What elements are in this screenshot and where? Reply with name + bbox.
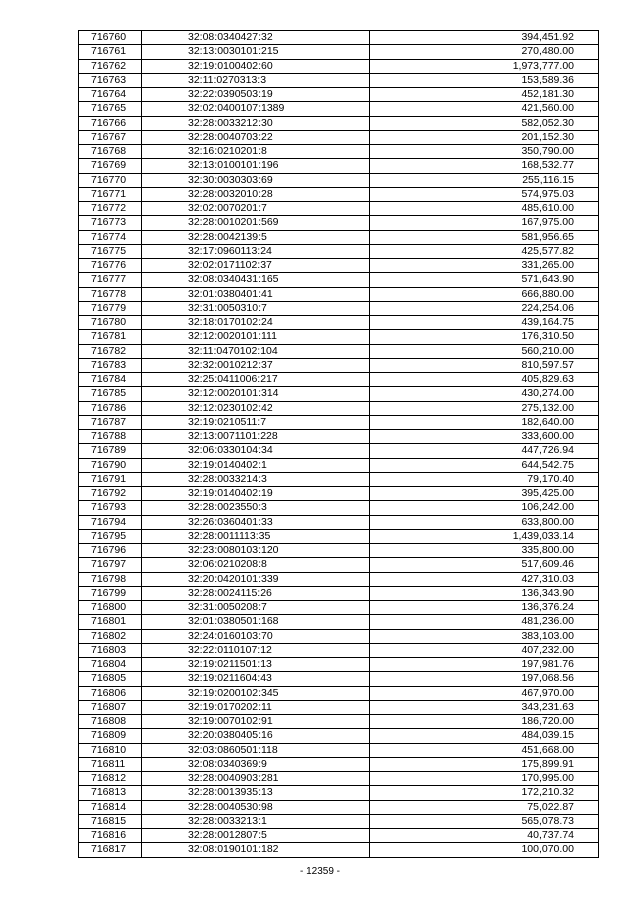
- amount-value: 427,310.03: [370, 572, 599, 586]
- table-row: [79, 700, 599, 714]
- amount-value: 176,310.50: [370, 330, 599, 344]
- cadastral-number: 32:12:0020101:314: [142, 387, 370, 401]
- table-row: [79, 202, 599, 216]
- amount-value: 79,170.40: [370, 472, 599, 486]
- amount-value: 186,720.00: [370, 715, 599, 729]
- cadastral-number: 32:28:0011113:35: [142, 529, 370, 543]
- table-row: [79, 515, 599, 529]
- row-id: 716802: [79, 629, 142, 643]
- table-row: [79, 45, 599, 59]
- amount-value: 481,236.00: [370, 615, 599, 629]
- cadastral-number: 32:28:0024115:26: [142, 586, 370, 600]
- amount-value: 168,532.77: [370, 159, 599, 173]
- cadastral-number: 32:19:0211501:13: [142, 658, 370, 672]
- cadastral-number: 32:22:0390503:19: [142, 88, 370, 102]
- table-row: [79, 273, 599, 287]
- row-id: 716800: [79, 601, 142, 615]
- cadastral-number: 32:19:0210511:7: [142, 415, 370, 429]
- table-row: [79, 458, 599, 472]
- cadastral-number: 32:28:0033212:30: [142, 116, 370, 130]
- amount-value: 343,231.63: [370, 700, 599, 714]
- amount-value: 484,039.15: [370, 729, 599, 743]
- amount-value: 407,232.00: [370, 643, 599, 657]
- cadastral-number: 32:01:0380401:41: [142, 287, 370, 301]
- row-id: 716815: [79, 814, 142, 828]
- cadastral-number: 32:28:0033214:3: [142, 472, 370, 486]
- row-id: 716767: [79, 130, 142, 144]
- amount-value: 201,152.30: [370, 130, 599, 144]
- table-row: [79, 230, 599, 244]
- row-id: 716766: [79, 116, 142, 130]
- amount-value: 167,975.00: [370, 216, 599, 230]
- cadastral-number: 32:08:0340431:165: [142, 273, 370, 287]
- amount-value: 350,790.00: [370, 145, 599, 159]
- row-id: 716769: [79, 159, 142, 173]
- table-row: [79, 287, 599, 301]
- table-row: [79, 629, 599, 643]
- table-row: [79, 444, 599, 458]
- table-row: [79, 715, 599, 729]
- cadastral-number: 32:13:0100101:196: [142, 159, 370, 173]
- table-row: [79, 130, 599, 144]
- amount-value: 1,973,777.00: [370, 59, 599, 73]
- cadastral-number: 32:13:0030101:215: [142, 45, 370, 59]
- table-row: [79, 558, 599, 572]
- amount-value: 810,597.57: [370, 358, 599, 372]
- row-id: 716793: [79, 501, 142, 515]
- table-row: [79, 572, 599, 586]
- amount-value: 565,078.73: [370, 814, 599, 828]
- row-id: 716782: [79, 344, 142, 358]
- cadastral-number: 32:02:0171102:37: [142, 259, 370, 273]
- data-table-container: [78, 30, 598, 858]
- amount-value: 333,600.00: [370, 430, 599, 444]
- cadastral-number: 32:11:0470102:104: [142, 344, 370, 358]
- amount-value: 571,643.90: [370, 273, 599, 287]
- table-row: [79, 187, 599, 201]
- table-row: [79, 772, 599, 786]
- row-id: 716814: [79, 800, 142, 814]
- row-id: 716799: [79, 586, 142, 600]
- table-row: [79, 529, 599, 543]
- row-id: 716781: [79, 330, 142, 344]
- row-id: 716807: [79, 700, 142, 714]
- amount-value: 582,052.30: [370, 116, 599, 130]
- table-row: [79, 829, 599, 843]
- cadastral-number: 32:28:0023550:3: [142, 501, 370, 515]
- amount-value: 224,254.06: [370, 301, 599, 315]
- row-id: 716768: [79, 145, 142, 159]
- cadastral-number: 32:19:0140402:19: [142, 487, 370, 501]
- cadastral-number: 32:01:0380501:168: [142, 615, 370, 629]
- table-row: [79, 259, 599, 273]
- table-row: [79, 244, 599, 258]
- row-id: 716816: [79, 829, 142, 843]
- page-number: - 12359 -: [299, 866, 341, 877]
- row-id: 716813: [79, 786, 142, 800]
- row-id: 716770: [79, 173, 142, 187]
- cadastral-number: 32:13:0071101:228: [142, 430, 370, 444]
- table-row: [79, 31, 599, 45]
- amount-value: 197,981.76: [370, 658, 599, 672]
- cadastral-number: 32:23:0080103:120: [142, 544, 370, 558]
- cadastral-number: 32:28:0042139:5: [142, 230, 370, 244]
- cadastral-number: 32:06:0330104:34: [142, 444, 370, 458]
- cadastral-number: 32:16:0210201:8: [142, 145, 370, 159]
- amount-value: 447,726.94: [370, 444, 599, 458]
- row-id: 716764: [79, 88, 142, 102]
- amount-value: 574,975.03: [370, 187, 599, 201]
- table-row: [79, 814, 599, 828]
- table-row: [79, 743, 599, 757]
- cadastral-number: 32:32:0010212:37: [142, 358, 370, 372]
- table-row: [79, 643, 599, 657]
- amount-value: 633,800.00: [370, 515, 599, 529]
- cadastral-number: 32:25:0411006:217: [142, 373, 370, 387]
- cadastral-number: 32:19:0170202:11: [142, 700, 370, 714]
- cadastral-number: 32:19:0200102:345: [142, 686, 370, 700]
- row-id: 716760: [79, 31, 142, 45]
- table-row: [79, 159, 599, 173]
- row-id: 716794: [79, 515, 142, 529]
- cadastral-number: 32:19:0070102:91: [142, 715, 370, 729]
- amount-value: 331,265.00: [370, 259, 599, 273]
- table-row: [79, 472, 599, 486]
- amount-value: 439,164.75: [370, 316, 599, 330]
- amount-value: 255,116.15: [370, 173, 599, 187]
- amount-value: 581,956.65: [370, 230, 599, 244]
- cadastral-number: 32:08:0190101:182: [142, 843, 370, 857]
- row-id: 716777: [79, 273, 142, 287]
- cadastral-number: 32:28:0010201:569: [142, 216, 370, 230]
- row-id: 716808: [79, 715, 142, 729]
- amount-value: 421,560.00: [370, 102, 599, 116]
- row-id: 716806: [79, 686, 142, 700]
- cadastral-number: 32:11:0270313:3: [142, 73, 370, 87]
- row-id: 716805: [79, 672, 142, 686]
- row-id: 716762: [79, 59, 142, 73]
- amount-value: 75,022.87: [370, 800, 599, 814]
- cadastral-number: 32:31:0050208:7: [142, 601, 370, 615]
- row-id: 716772: [79, 202, 142, 216]
- amount-value: 106,242.00: [370, 501, 599, 515]
- table-row: [79, 501, 599, 515]
- cadastral-number: 32:19:0100402:60: [142, 59, 370, 73]
- table-row: [79, 358, 599, 372]
- table-row: [79, 686, 599, 700]
- cadastral-number: 32:31:0050310:7: [142, 301, 370, 315]
- cadastral-number: 32:24:0160103:70: [142, 629, 370, 643]
- amount-value: 335,800.00: [370, 544, 599, 558]
- amount-value: 100,070.00: [370, 843, 599, 857]
- table-row: [79, 430, 599, 444]
- table-row: [79, 59, 599, 73]
- amount-value: 170,995.00: [370, 772, 599, 786]
- row-id: 716761: [79, 45, 142, 59]
- table-row: [79, 373, 599, 387]
- table-row: [79, 316, 599, 330]
- amount-value: 136,376.24: [370, 601, 599, 615]
- table-row: [79, 216, 599, 230]
- row-id: 716790: [79, 458, 142, 472]
- amount-value: 383,103.00: [370, 629, 599, 643]
- table-row: [79, 387, 599, 401]
- cadastral-number: 32:28:0040703:22: [142, 130, 370, 144]
- amount-value: 666,880.00: [370, 287, 599, 301]
- table-row: [79, 401, 599, 415]
- table-row: [79, 116, 599, 130]
- cadastral-number: 32:12:0020101:111: [142, 330, 370, 344]
- cadastral-number: 32:28:0012807:5: [142, 829, 370, 843]
- row-id: 716811: [79, 757, 142, 771]
- row-id: 716780: [79, 316, 142, 330]
- table-row: [79, 658, 599, 672]
- table-row: [79, 415, 599, 429]
- amount-value: 172,210.32: [370, 786, 599, 800]
- row-id: 716784: [79, 373, 142, 387]
- amount-value: 1,439,033.14: [370, 529, 599, 543]
- row-id: 716803: [79, 643, 142, 657]
- data-table: [78, 30, 599, 858]
- cadastral-number: 32:26:0360401:33: [142, 515, 370, 529]
- row-id: 716788: [79, 430, 142, 444]
- table-row: [79, 544, 599, 558]
- cadastral-number: 32:30:0030303:69: [142, 173, 370, 187]
- amount-value: 40,737.74: [370, 829, 599, 843]
- cadastral-number: 32:28:0040530:98: [142, 800, 370, 814]
- table-body: [79, 31, 599, 858]
- cadastral-number: 32:19:0211604:43: [142, 672, 370, 686]
- table-row: [79, 88, 599, 102]
- table-row: [79, 330, 599, 344]
- row-id: 716789: [79, 444, 142, 458]
- row-id: 716817: [79, 843, 142, 857]
- row-id: 716804: [79, 658, 142, 672]
- amount-value: 425,577.82: [370, 244, 599, 258]
- amount-value: 197,068.56: [370, 672, 599, 686]
- row-id: 716765: [79, 102, 142, 116]
- row-id: 716791: [79, 472, 142, 486]
- amount-value: 275,132.00: [370, 401, 599, 415]
- row-id: 716798: [79, 572, 142, 586]
- row-id: 716779: [79, 301, 142, 315]
- amount-value: 451,668.00: [370, 743, 599, 757]
- table-row: [79, 786, 599, 800]
- cadastral-number: 32:28:0040903:281: [142, 772, 370, 786]
- row-id: 716795: [79, 529, 142, 543]
- cadastral-number: 32:28:0013935:13: [142, 786, 370, 800]
- amount-value: 182,640.00: [370, 415, 599, 429]
- cadastral-number: 32:03:0860501:118: [142, 743, 370, 757]
- table-row: [79, 102, 599, 116]
- table-row: [79, 73, 599, 87]
- amount-value: 560,210.00: [370, 344, 599, 358]
- cadastral-number: 32:19:0140402:1: [142, 458, 370, 472]
- row-id: 716778: [79, 287, 142, 301]
- cadastral-number: 32:28:0033213:1: [142, 814, 370, 828]
- row-id: 716771: [79, 187, 142, 201]
- cadastral-number: 32:06:0210208:8: [142, 558, 370, 572]
- table-row: [79, 800, 599, 814]
- cadastral-number: 32:02:0070201:7: [142, 202, 370, 216]
- amount-value: 644,542.75: [370, 458, 599, 472]
- amount-value: 405,829.63: [370, 373, 599, 387]
- table-row: [79, 729, 599, 743]
- amount-value: 467,970.00: [370, 686, 599, 700]
- table-row: [79, 601, 599, 615]
- row-id: 716776: [79, 259, 142, 273]
- row-id: 716796: [79, 544, 142, 558]
- row-id: 716797: [79, 558, 142, 572]
- cadastral-number: 32:28:0032010:28: [142, 187, 370, 201]
- row-id: 716809: [79, 729, 142, 743]
- amount-value: 517,609.46: [370, 558, 599, 572]
- cadastral-number: 32:12:0230102:42: [142, 401, 370, 415]
- row-id: 716785: [79, 387, 142, 401]
- cadastral-number: 32:20:0380405:16: [142, 729, 370, 743]
- table-row: [79, 145, 599, 159]
- cadastral-number: 32:22:0110107:12: [142, 643, 370, 657]
- table-row: [79, 672, 599, 686]
- table-row: [79, 615, 599, 629]
- cadastral-number: 32:20:0420101:339: [142, 572, 370, 586]
- cadastral-number: 32:08:0340427:32: [142, 31, 370, 45]
- table-row: [79, 843, 599, 857]
- row-id: 716787: [79, 415, 142, 429]
- cadastral-number: 32:08:0340369:9: [142, 757, 370, 771]
- row-id: 716810: [79, 743, 142, 757]
- table-row: [79, 757, 599, 771]
- amount-value: 270,480.00: [370, 45, 599, 59]
- row-id: 716812: [79, 772, 142, 786]
- amount-value: 153,589.36: [370, 73, 599, 87]
- row-id: 716786: [79, 401, 142, 415]
- cadastral-number: 32:17:0960113:24: [142, 244, 370, 258]
- amount-value: 136,343.90: [370, 586, 599, 600]
- row-id: 716775: [79, 244, 142, 258]
- table-row: [79, 487, 599, 501]
- row-id: 716801: [79, 615, 142, 629]
- table-row: [79, 301, 599, 315]
- row-id: 716783: [79, 358, 142, 372]
- cadastral-number: 32:18:0170102:24: [142, 316, 370, 330]
- amount-value: 485,610.00: [370, 202, 599, 216]
- row-id: 716773: [79, 216, 142, 230]
- amount-value: 430,274.00: [370, 387, 599, 401]
- cadastral-number: 32:02:0400107:1389: [142, 102, 370, 116]
- amount-value: 395,425.00: [370, 487, 599, 501]
- row-id: 716763: [79, 73, 142, 87]
- row-id: 716792: [79, 487, 142, 501]
- amount-value: 452,181.30: [370, 88, 599, 102]
- table-row: [79, 173, 599, 187]
- table-row: [79, 586, 599, 600]
- amount-value: 175,899.91: [370, 757, 599, 771]
- row-id: 716774: [79, 230, 142, 244]
- amount-value: 394,451.92: [370, 31, 599, 45]
- table-row: [79, 344, 599, 358]
